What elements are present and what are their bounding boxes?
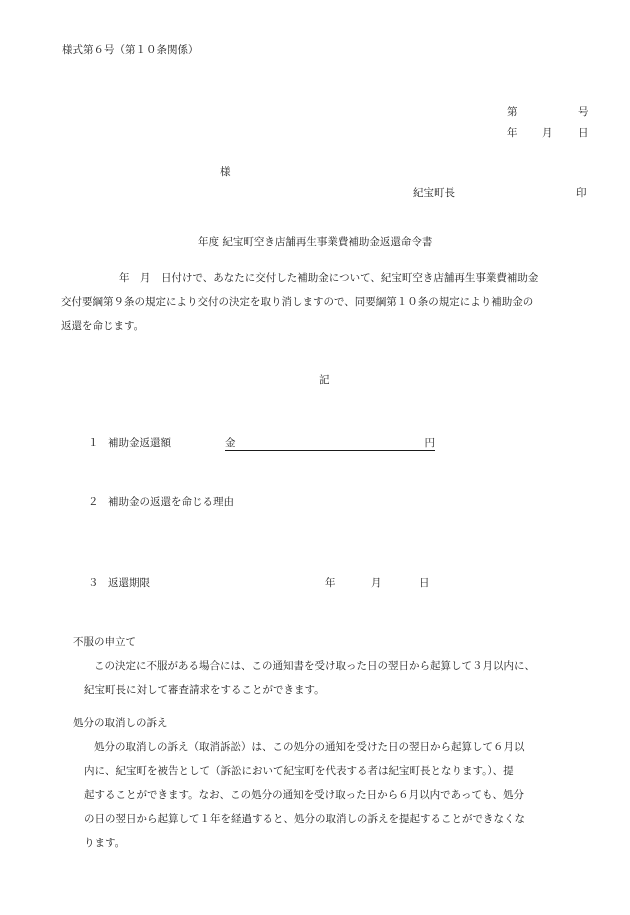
date-year: 年 xyxy=(507,127,518,139)
body-line-2: 交付要綱第９条の規定により交付の決定を取り消しますので、同要綱第１０条の規定により補助金の xyxy=(61,296,534,308)
seal-mark: 印 xyxy=(576,187,587,199)
issuer-name: 紀宝町長 xyxy=(413,187,455,199)
body-line-1: 年 月 日付けで、あなたに交付した補助金について、紀宝町空き店舗再生事業費補助金 xyxy=(119,272,539,284)
lawsuit-line-1: 処分の取消しの訴え（取消訴訟）は、この処分の通知を受けた日の翌日から起算して６月以 xyxy=(94,741,525,753)
item-1-number: １ xyxy=(88,437,99,449)
lawsuit-line-4: の日の翌日から起算して１年を経過すると、処分の取消しの訴えを提起することができなくな xyxy=(84,813,525,825)
lawsuit-line-3: 起することができます。なお、この処分の通知を受け取った日から６月以内であっても、処分 xyxy=(84,789,525,801)
deadline-month: 月 xyxy=(371,577,382,589)
deadline-day: 日 xyxy=(419,577,430,589)
date-month: 月 xyxy=(542,127,553,139)
lawsuit-section xyxy=(73,711,603,855)
date-day: 日 xyxy=(578,127,589,139)
item-3-label: 返還期限 xyxy=(108,577,150,589)
document-title: 年度 紀宝町空き店舗再生事業費補助金返還命令書 xyxy=(198,236,433,248)
item-1-label: 補助金返還額 xyxy=(108,437,171,449)
yen-label: 円 xyxy=(424,437,435,449)
amount-field xyxy=(225,436,435,451)
item-2-label: 補助金の返還を命じる理由 xyxy=(108,496,234,508)
item-3-number: ３ xyxy=(88,577,99,589)
item-2-number: ２ xyxy=(88,496,99,508)
lawsuit-line-2: 内に、紀宝町を被告として（訴訟において紀宝町を代表する者は紀宝町長となります。）、提 xyxy=(84,765,514,777)
appeal-heading: 不服の申立て xyxy=(73,636,136,648)
form-number: 様式第６号（第１０条関係） xyxy=(62,44,199,56)
doc-number-go: 号 xyxy=(578,106,589,118)
doc-number-dai: 第 xyxy=(507,106,518,118)
lawsuit-line-5: ります。 xyxy=(84,837,126,849)
deadline-year: 年 xyxy=(325,577,336,589)
appeal-line-1: この決定に不服がある場合には、この通知書を受け取った日の翌日から起算して３月以内に、 xyxy=(94,660,535,672)
kin-label: 金 xyxy=(225,437,236,449)
appeal-section xyxy=(73,630,603,702)
lawsuit-heading: 処分の取消しの訴え xyxy=(73,717,168,729)
body-line-3: 返還を命じます。 xyxy=(61,320,145,332)
appeal-line-2: 紀宝町長に対して審査請求をすることができます。 xyxy=(84,684,325,696)
body-paragraph xyxy=(61,266,601,338)
addressee-suffix: 様 xyxy=(220,166,231,178)
ki-heading: 記 xyxy=(319,374,330,386)
